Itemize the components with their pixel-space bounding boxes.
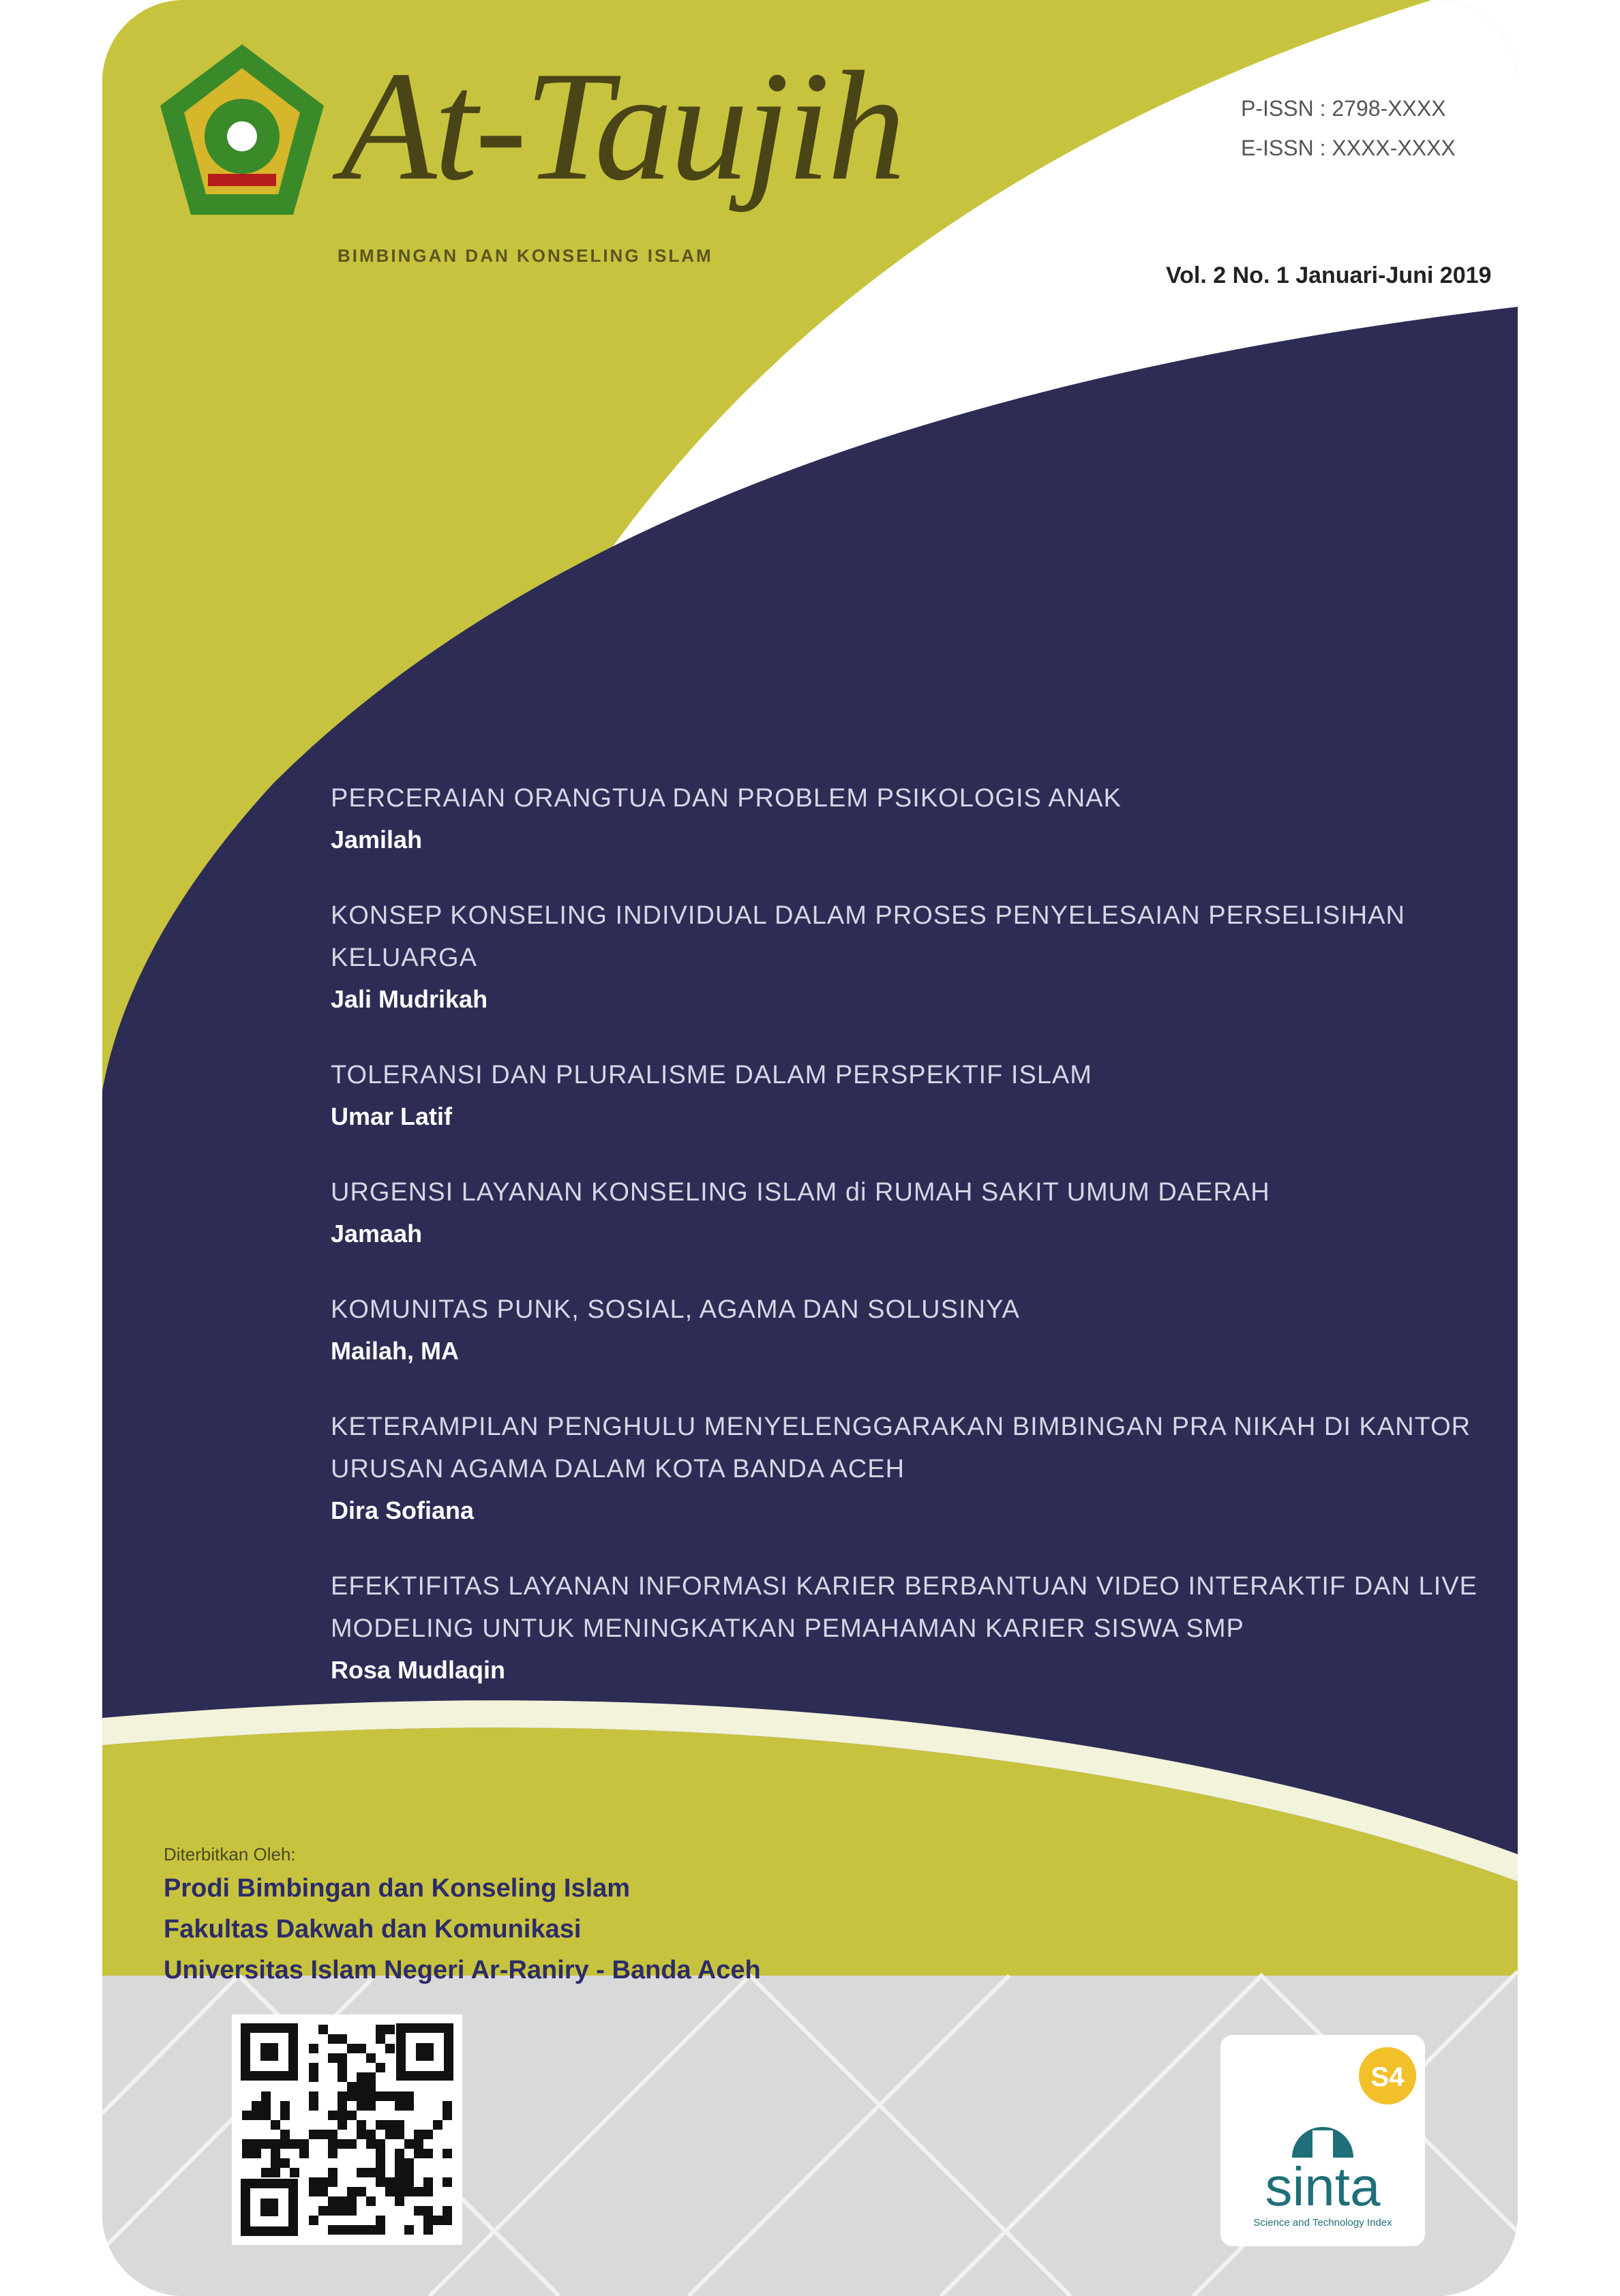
qr-module: [338, 2206, 347, 2216]
qr-finder-top-right-dot: [416, 2043, 434, 2061]
sinta-badge[interactable]: [1220, 2035, 1425, 2246]
qr-module: [338, 2091, 347, 2101]
qr-module: [309, 2063, 318, 2072]
qr-module: [404, 2177, 414, 2187]
qr-module: [309, 2101, 318, 2111]
publisher-faculty: Fakultas Dakwah dan Komunikasi: [164, 1915, 582, 1944]
article-author: Dira Sofiana: [331, 1496, 475, 1524]
article-entry: [331, 1406, 1490, 1531]
qr-module: [366, 2082, 376, 2091]
qr-module: [271, 2120, 280, 2130]
qr-module: [271, 2158, 280, 2168]
qr-finder-bottom-left-dot: [260, 2199, 278, 2216]
logo-emblem-center: [227, 121, 257, 151]
volume-issue-label: Vol. 2 No. 1 Januari-Juni 2019: [1166, 262, 1492, 288]
qr-module: [423, 2216, 433, 2225]
qr-module: [357, 2168, 366, 2177]
article-title: TOLERANSI DAN PLURALISME DALAM PERSPEKTIF ISLAM: [331, 1061, 1092, 1089]
qr-module: [366, 2130, 376, 2139]
qr-module: [366, 2072, 376, 2082]
qr-module: [252, 2139, 261, 2149]
qr-module: [442, 2101, 452, 2111]
qr-module: [318, 2187, 328, 2196]
qr-module: [423, 2177, 433, 2187]
table-of-contents: [331, 777, 1490, 1725]
qr-module: [423, 2206, 433, 2216]
qr-module: [347, 2196, 357, 2206]
qr-module: [338, 2196, 347, 2206]
qr-module: [309, 2216, 318, 2225]
qr-module: [376, 2216, 385, 2225]
article-title: PERCERAIAN ORANGTUA DAN PROBLEM PSIKOLOGIS ANAK: [331, 784, 1122, 813]
university-logo: [150, 41, 334, 225]
qr-module: [395, 2149, 404, 2158]
qr-module: [338, 2120, 347, 2130]
qr-module: [280, 2158, 290, 2168]
qr-module: [404, 2158, 414, 2168]
qr-module: [395, 2101, 404, 2111]
qr-module: [347, 2187, 357, 2196]
qr-module: [442, 2149, 452, 2158]
qr-module: [328, 2111, 338, 2120]
article-entry: [331, 1565, 1490, 1691]
qr-module: [242, 2149, 252, 2158]
qr-module: [366, 2168, 376, 2177]
qr-module: [328, 2139, 338, 2149]
article-entry: [331, 1054, 1490, 1137]
qr-module: [328, 2177, 338, 2187]
article-entry: [331, 1171, 1490, 1254]
publisher-program: Prodi Bimbingan dan Konseling Islam: [164, 1874, 631, 1903]
qr-module: [290, 2139, 299, 2149]
qr-module: [385, 2091, 395, 2101]
qr-module: [299, 2139, 309, 2149]
qr-module: [385, 2177, 395, 2187]
qr-module: [261, 2101, 271, 2111]
qr-module: [328, 2196, 338, 2206]
qr-code[interactable]: [232, 2014, 462, 2245]
qr-module: [347, 2225, 357, 2235]
article-entry: [331, 777, 1490, 860]
issn-online: E-ISSN : XXXX-XXXX: [1241, 136, 1456, 160]
qr-module: [338, 2034, 347, 2044]
logo-ribbon: [208, 174, 276, 186]
qr-module: [261, 2091, 271, 2101]
qr-module: [433, 2216, 442, 2225]
qr-module: [404, 2139, 414, 2149]
article-author: Umar Latif: [331, 1102, 453, 1130]
qr-module: [423, 2225, 433, 2235]
qr-module: [357, 2225, 366, 2235]
qr-module: [338, 2111, 347, 2120]
qr-module: [366, 2196, 376, 2206]
qr-module: [347, 2091, 357, 2101]
qr-module: [442, 2111, 452, 2120]
journal-subtitle: BIMBINGAN DAN KONSELING ISLAM: [338, 245, 713, 266]
publisher-label: Diterbitkan Oleh:: [164, 1844, 296, 1864]
qr-module: [366, 2225, 376, 2235]
qr-module: [395, 2187, 404, 2196]
qr-module: [385, 2025, 395, 2034]
qr-module: [328, 2225, 338, 2235]
qr-module: [280, 2139, 290, 2149]
qr-module: [242, 2139, 252, 2149]
qr-module: [376, 2091, 385, 2101]
qr-module: [347, 2139, 357, 2149]
qr-module: [271, 2139, 280, 2149]
qr-module: [309, 2044, 318, 2053]
qr-module: [328, 2053, 338, 2063]
qr-module: [442, 2177, 452, 2187]
qr-module: [318, 2025, 328, 2034]
qr-module: [271, 2149, 280, 2158]
article-author: Mailah, MA: [331, 1337, 460, 1365]
qr-module: [366, 2139, 376, 2149]
sinta-building-window: [1312, 2130, 1333, 2158]
publisher-university: Universitas Islam Negeri Ar-Raniry - Banda Aceh: [164, 1956, 761, 1984]
qr-module: [414, 2206, 423, 2216]
qr-module: [338, 2101, 347, 2111]
article-title: KOMUNITAS PUNK, SOSIAL, AGAMA DAN SOLUSINYA: [331, 1295, 1020, 1324]
issn-print: P-ISSN : 2798-XXXX: [1241, 96, 1446, 121]
article-author: Jali Mudrikah: [331, 985, 488, 1013]
qr-module: [414, 2139, 423, 2149]
qr-module: [385, 2044, 395, 2053]
article-entry: [331, 1288, 1490, 1372]
qr-module: [414, 2187, 423, 2196]
qr-module: [376, 2158, 385, 2168]
qr-module: [366, 2101, 376, 2111]
article-title: KETERAMPILAN PENGHULU MENYELENGGARAKAN BIMBINGAN PRA NIKAH DI KANTOR URUSAN AGAMA DALAM KOTA BANDA ACEH: [331, 1413, 1471, 1483]
qr-module: [423, 2187, 433, 2196]
qr-module: [280, 2111, 290, 2120]
qr-module: [347, 2111, 357, 2120]
qr-module: [252, 2101, 261, 2111]
qr-module: [357, 2120, 366, 2130]
qr-module: [299, 2149, 309, 2158]
qr-module: [242, 2111, 252, 2120]
sinta-rank-label: S4: [1370, 2062, 1405, 2092]
qr-module: [280, 2130, 290, 2139]
qr-module: [357, 2082, 366, 2091]
qr-module: [376, 2120, 385, 2130]
qr-module: [357, 2072, 366, 2082]
qr-module: [376, 2025, 385, 2034]
qr-module: [357, 2091, 366, 2101]
qr-module: [385, 2130, 395, 2139]
qr-module: [309, 2091, 318, 2101]
qr-module: [309, 2187, 318, 2196]
article-author: Jamilah: [331, 826, 423, 854]
article-author: Rosa Mudlaqin: [331, 1656, 506, 1684]
qr-module: [376, 2149, 385, 2158]
qr-module: [338, 2053, 347, 2063]
qr-module: [366, 2053, 376, 2063]
qr-module: [442, 2216, 452, 2225]
qr-module: [395, 2177, 404, 2187]
qr-module: [404, 2101, 414, 2111]
publisher-info: [164, 1841, 982, 1991]
article-author: Jamaah: [331, 1220, 423, 1248]
qr-module: [395, 2091, 404, 2101]
qr-module: [318, 2130, 328, 2139]
qr-module: [376, 2063, 385, 2072]
qr-module: [309, 2130, 318, 2139]
qr-module: [261, 2111, 271, 2120]
qr-module: [423, 2130, 433, 2139]
article-title: URGENSI LAYANAN KONSELING ISLAM di RUMAH SAKIT UMUM DAERAH: [331, 1178, 1270, 1207]
qr-module: [404, 2168, 414, 2177]
qr-module: [423, 2149, 433, 2158]
qr-module: [338, 2225, 347, 2235]
qr-module: [347, 2082, 357, 2091]
issn-block: [1241, 89, 1456, 168]
qr-module: [347, 2206, 357, 2216]
qr-module: [318, 2177, 328, 2187]
qr-module: [376, 2225, 385, 2235]
qr-module: [433, 2120, 442, 2130]
journal-cover-card: [102, 0, 1518, 2296]
qr-module: [357, 2187, 366, 2196]
qr-module: [357, 2044, 366, 2053]
qr-module: [328, 2034, 338, 2044]
qr-module: [385, 2120, 395, 2130]
qr-module: [261, 2168, 271, 2177]
qr-module: [252, 2149, 261, 2158]
qr-module: [261, 2139, 271, 2149]
qr-module: [414, 2130, 423, 2139]
qr-module: [318, 2206, 328, 2216]
qr-module: [395, 2120, 404, 2130]
qr-module: [404, 2091, 414, 2101]
qr-module: [271, 2168, 280, 2177]
qr-module: [290, 2168, 299, 2177]
qr-module: [252, 2111, 261, 2120]
qr-module: [328, 2168, 338, 2177]
qr-module: [395, 2130, 404, 2139]
qr-module: [376, 2177, 385, 2187]
qr-code-icon: [232, 2014, 462, 2245]
qr-module: [366, 2091, 376, 2101]
qr-module: [328, 2206, 338, 2216]
qr-module: [338, 2063, 347, 2072]
qr-module: [376, 2034, 385, 2044]
qr-module: [357, 2101, 366, 2111]
qr-module: [442, 2206, 452, 2216]
article-entry: [331, 894, 1490, 1020]
journal-title: At-Taujih: [341, 39, 903, 213]
qr-module: [395, 2168, 404, 2177]
sinta-logo-text: sinta: [1265, 2156, 1381, 2217]
qr-module: [395, 2196, 404, 2206]
qr-module: [338, 2139, 347, 2149]
qr-module: [328, 2149, 338, 2158]
qr-module: [347, 2044, 357, 2053]
qr-module: [395, 2158, 404, 2168]
qr-module: [328, 2130, 338, 2139]
qr-module: [414, 2149, 423, 2158]
qr-module: [357, 2130, 366, 2139]
qr-module: [338, 2072, 347, 2082]
qr-module: [404, 2187, 414, 2196]
qr-module: [404, 2225, 414, 2235]
qr-module: [309, 2177, 318, 2187]
qr-finder-top-left-dot: [260, 2043, 278, 2061]
article-title: KONSEP KONSELING INDIVIDUAL DALAM PROSES PENYELESAIAN PERSELISIHAN KELUARGA: [331, 901, 1405, 972]
qr-module: [385, 2187, 395, 2196]
article-title: EFEKTIFITAS LAYANAN INFORMASI KARIER BERBANTUAN VIDEO INTERAKTIF DAN LIVE MODELING UNTUK MENINGKATKAN PEMAHAMAN KARIER SISWA SMP: [331, 1572, 1478, 1643]
qr-module: [376, 2139, 385, 2149]
qr-module: [376, 2168, 385, 2177]
qr-module: [280, 2101, 290, 2111]
sinta-tagline: Science and Technology Index: [1253, 2217, 1392, 2229]
qr-module: [309, 2072, 318, 2082]
